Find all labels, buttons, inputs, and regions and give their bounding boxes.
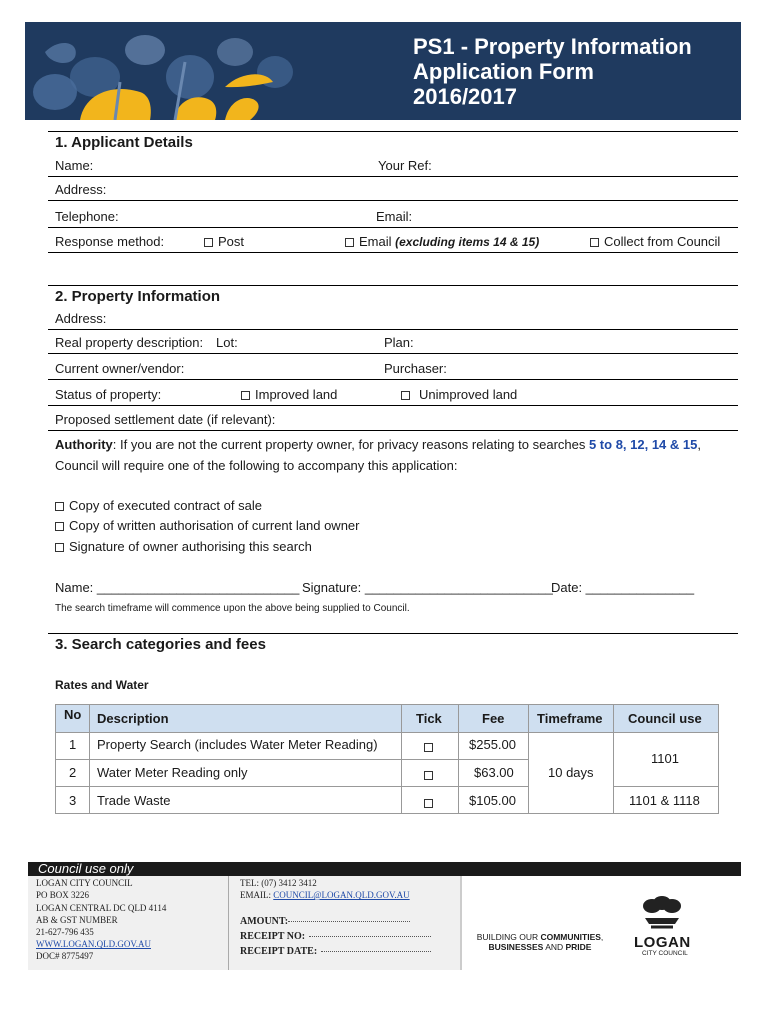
footer-abn-label: AB & GST NUMBER	[36, 915, 118, 925]
floral-decoration	[25, 22, 405, 120]
fees-table	[55, 704, 719, 814]
response-collect-option[interactable]	[590, 234, 720, 249]
col-timeframe: Timeframe	[537, 711, 603, 726]
row-description: Property Search (includes Water Meter Reading)	[97, 737, 378, 752]
row-divider	[613, 786, 718, 787]
checkbox-icon[interactable]	[55, 502, 64, 511]
response-method-label: Response method:	[55, 234, 165, 249]
improved-land-label: Improved land	[255, 387, 338, 402]
slogan-text: BUILDING OUR	[476, 932, 541, 942]
email-option-label: Email	[359, 234, 392, 249]
fees-table-header	[56, 705, 718, 732]
checkbox-icon[interactable]	[590, 238, 599, 247]
authority-line-2: Council will require one of the following to accompany this application:	[55, 458, 458, 473]
telephone-label: Telephone:	[55, 209, 119, 224]
footer-org: LOGAN CITY COUNCIL	[36, 878, 133, 888]
timeframe-note: The search timeframe will commence upon the above being supplied to Council.	[55, 603, 410, 614]
owner-label: Current owner/vendor:	[55, 361, 185, 376]
checkbox-icon[interactable]	[424, 743, 433, 752]
section-1-rule	[48, 131, 738, 132]
col-description: Description	[97, 711, 169, 726]
footer-doc: DOC# 8775497	[36, 951, 94, 961]
your-ref-label: Your Ref:	[378, 158, 432, 173]
doc-option-signature[interactable]	[55, 539, 312, 554]
row-divider	[56, 786, 528, 787]
row-fee: $63.00	[474, 765, 514, 780]
checkbox-icon[interactable]	[204, 238, 213, 247]
council-use-bar	[28, 862, 741, 876]
sign-date-field[interactable]: Date: _______________	[551, 580, 695, 595]
row-no: 1	[69, 737, 77, 752]
doc-contract-label: Copy of executed contract of sale	[69, 498, 262, 513]
slogan-and: AND	[543, 942, 566, 952]
checkbox-icon[interactable]	[424, 799, 433, 808]
checkbox-icon[interactable]	[424, 771, 433, 780]
purchaser-label: Purchaser:	[384, 361, 447, 376]
authority-paragraph	[55, 437, 701, 452]
slogan-businesses: BUSINESSES	[488, 942, 544, 952]
collect-label: Collect from Council	[604, 234, 721, 249]
row-status	[48, 382, 738, 406]
doc-authorisation-label: Copy of written authorisation of current land owner	[69, 518, 360, 533]
row-fee: $105.00	[469, 793, 516, 808]
logo-subtitle: CITY COUNCIL	[642, 950, 688, 957]
improved-land-option[interactable]	[241, 387, 337, 402]
col-divider	[528, 705, 529, 813]
row-description: Water Meter Reading only	[97, 765, 248, 780]
row-property-address	[48, 306, 738, 330]
timeframe-value: 10 days	[548, 765, 594, 780]
col-fee: Fee	[482, 711, 505, 726]
real-property-label: Real property description:	[55, 335, 204, 350]
unimproved-land-label: Unimproved land	[419, 387, 518, 402]
checkbox-icon[interactable]	[55, 543, 64, 552]
property-address-label: Address:	[55, 311, 107, 326]
form-title	[413, 34, 692, 109]
title-line-3: 2016/2017	[413, 84, 517, 109]
authority-comma: ,	[697, 437, 701, 452]
doc-option-contract[interactable]	[55, 498, 262, 513]
slogan-comma: ,	[600, 932, 604, 942]
footer-brand-panel	[460, 876, 741, 970]
rates-and-water-heading: Rates and Water	[55, 678, 149, 692]
checkbox-icon[interactable]	[345, 238, 354, 247]
row-settlement	[48, 407, 738, 431]
title-line-1: PS1 - Property Information	[413, 34, 692, 59]
section-1-title: 1. Applicant Details	[55, 134, 193, 151]
authority-heading: Authority	[55, 437, 113, 452]
row-tick[interactable]	[424, 795, 438, 810]
council-use-1101-1118: 1101 & 1118	[629, 793, 700, 808]
status-label: Status of property:	[55, 387, 162, 402]
row-owner	[48, 356, 738, 380]
council-use-label: Council use only	[38, 861, 134, 876]
address-label: Address:	[55, 182, 107, 197]
logo-wordmark: LOGAN	[634, 934, 691, 951]
receipt-no-label: RECEIPT NO:	[240, 931, 306, 942]
receipt-date-field[interactable]	[240, 946, 431, 957]
row-fee: $255.00	[469, 737, 516, 752]
row-tick[interactable]	[424, 767, 438, 782]
row-divider	[56, 732, 718, 733]
section-3-rule	[48, 633, 738, 634]
sign-name-field[interactable]: Name: ____________________________	[55, 580, 300, 595]
council-use-1101: 1101	[651, 751, 679, 766]
checkbox-icon[interactable]	[401, 391, 410, 400]
post-label: Post	[218, 234, 245, 249]
logan-logo-icon	[637, 894, 687, 932]
receipt-date-label: RECEIPT DATE:	[240, 946, 318, 957]
email-label: Email:	[376, 209, 413, 224]
footer-slogan	[470, 932, 610, 952]
council-use-box	[28, 876, 741, 970]
section-3-title: 3. Search categories and fees	[55, 636, 266, 653]
name-label: Name:	[55, 158, 94, 173]
row-address	[48, 177, 738, 201]
amount-field[interactable]	[240, 916, 410, 927]
footer-email-prefix: EMAIL:	[240, 890, 274, 900]
header-banner	[25, 22, 741, 120]
checkbox-icon[interactable]	[241, 391, 250, 400]
footer-divider	[228, 876, 229, 970]
row-description: Trade Waste	[97, 793, 171, 808]
doc-option-authorisation[interactable]	[55, 518, 360, 533]
col-no: No	[64, 707, 82, 722]
footer-abn: 21-627-796 435	[36, 927, 94, 937]
amount-label: AMOUNT:	[240, 916, 289, 927]
lot-label: Lot:	[216, 335, 238, 350]
footer-email-link[interactable]: COUNCIL@LOGAN.QLD.GOV.AU	[273, 890, 410, 900]
row-name	[48, 153, 738, 177]
row-response-method	[48, 229, 738, 253]
response-post-option[interactable]	[204, 234, 244, 249]
row-no: 2	[69, 765, 77, 780]
footer-tel: TEL: (07) 3412 3412	[240, 878, 317, 888]
slogan-pride: PRIDE	[565, 942, 592, 952]
row-tick[interactable]	[424, 739, 438, 754]
settlement-label: Proposed settlement date (if relevant):	[55, 412, 276, 427]
title-line-2: Application Form	[413, 59, 594, 84]
footer-email	[240, 890, 410, 900]
authority-searches: 5 to 8, 12, 14 & 15	[588, 437, 698, 452]
response-email-option[interactable]	[345, 234, 539, 249]
footer-po-box: PO BOX 3226	[36, 890, 90, 900]
slogan-communities: COMMUNITIES	[540, 932, 601, 942]
amount-line	[288, 921, 410, 922]
row-no: 3	[69, 793, 77, 808]
row-real-property	[48, 330, 738, 354]
unimproved-land-option[interactable]	[401, 387, 517, 402]
receipt-no-line	[309, 936, 431, 937]
section-2-title: 2. Property Information	[55, 288, 221, 305]
checkbox-icon[interactable]	[55, 522, 64, 531]
doc-signature-label: Signature of owner authorising this search	[69, 539, 312, 554]
receipt-no-field[interactable]	[240, 931, 431, 942]
row-telephone	[48, 204, 738, 228]
col-divider	[613, 705, 614, 813]
section-2-rule	[48, 285, 738, 286]
col-council-use: Council use	[628, 711, 702, 726]
footer-suburb: LOGAN CENTRAL DC QLD 4114	[36, 903, 167, 913]
plan-label: Plan:	[384, 335, 414, 350]
sign-signature-field[interactable]: Signature: __________________________	[302, 580, 553, 595]
footer-website-link[interactable]: WWW.LOGAN.QLD.GOV.AU	[36, 939, 151, 949]
authority-text: : If you are not the current property owner, for privacy reasons relating to searches	[112, 437, 589, 452]
email-option-note: (excluding items 14 & 15)	[395, 235, 540, 249]
row-divider	[56, 759, 528, 760]
receipt-date-line	[321, 951, 431, 952]
col-tick: Tick	[416, 711, 442, 726]
